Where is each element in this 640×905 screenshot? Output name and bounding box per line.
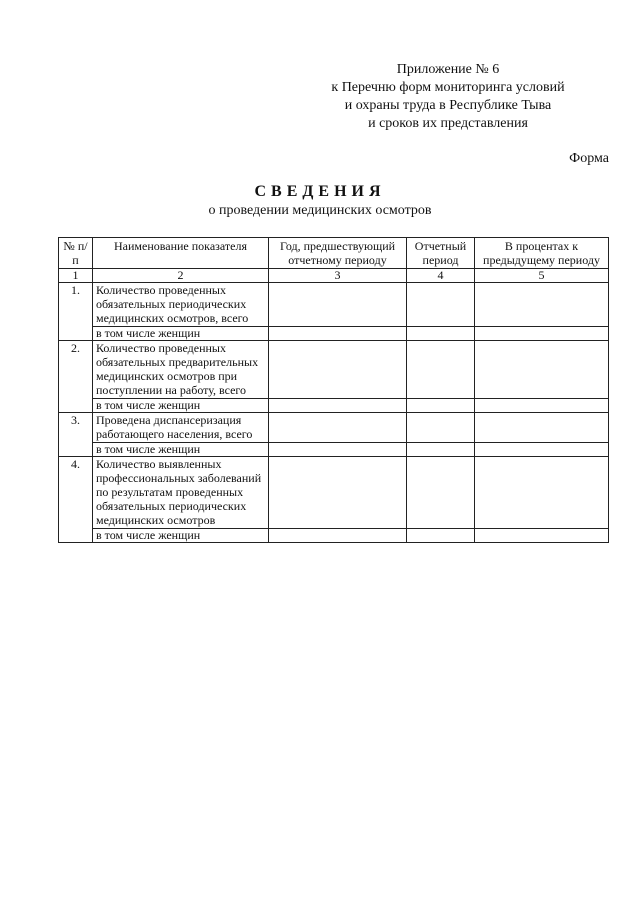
value-cell-prev[interactable] [269,399,407,413]
value-cell-prev[interactable] [269,443,407,457]
appendix-line-3: и охраны труда в Республике Тыва [344,98,552,113]
table-subrow [59,443,609,457]
value-cell-current[interactable] [407,399,475,413]
value-cell-current[interactable] [407,341,475,399]
document-subtitle: о проведении медицинских осмотров [208,203,432,218]
indicator-name: Количество проведенных обязательных предварительных медицинских осмотров при поступлении на работу, всего [93,341,269,399]
value-cell-prev[interactable] [269,457,407,529]
column-index: 5 [475,269,609,283]
column-index: 4 [407,269,475,283]
table-row [59,457,609,529]
value-cell-current[interactable] [407,283,475,327]
value-cell-percent[interactable] [475,341,609,399]
indicator-name: Проведена диспансеризация работающего населения, всего [93,413,269,443]
header-current-period: Отчетный период [407,238,475,269]
table-row [59,341,609,399]
value-cell-current[interactable] [407,457,475,529]
table-subrow [59,327,609,341]
value-cell-percent[interactable] [475,283,609,327]
value-cell-percent[interactable] [475,529,609,543]
indicator-name: Количество проведенных обязательных периодических медицинских осмотров, всего [93,283,269,327]
value-cell-percent[interactable] [475,399,609,413]
header-name: Наименование показателя [93,238,269,269]
appendix-line-1: Приложение № 6 [396,62,500,77]
header-prev-year: Год, предшествующий отчетному периоду [269,238,407,269]
indicator-subname: в том числе женщин [93,399,269,413]
value-cell-current[interactable] [407,327,475,341]
indicator-subname: в том числе женщин [93,443,269,457]
header-percent: В процентах к предыдущему периоду [475,238,609,269]
table-subrow [59,529,609,543]
value-cell-prev[interactable] [269,529,407,543]
header-num: № п/п [59,238,93,269]
appendix-line-2: к Перечню форм мониторинга условий [331,80,565,95]
row-number: 2. [59,341,93,413]
value-cell-prev[interactable] [269,413,407,443]
appendix-line-4: и сроков их представления [368,116,528,131]
value-cell-percent[interactable] [475,413,609,443]
table-row [59,413,609,443]
medical-exams-table [58,237,609,543]
value-cell-percent[interactable] [475,327,609,341]
table-header-row [59,238,609,269]
indicator-subname: в том числе женщин [93,327,269,341]
form-label: Форма [569,151,609,166]
value-cell-current[interactable] [407,529,475,543]
column-index: 3 [269,269,407,283]
row-number: 1. [59,283,93,341]
value-cell-prev[interactable] [269,283,407,327]
indicator-name: Количество выявленных профессиональных заболеваний по результатам проведенных обязательных периодических медицинских осмотров [93,457,269,529]
table-subrow [59,399,609,413]
row-number: 4. [59,457,93,543]
column-index: 1 [59,269,93,283]
value-cell-prev[interactable] [269,327,407,341]
value-cell-percent[interactable] [475,443,609,457]
appendix-block [288,61,608,133]
column-index-row [59,269,609,283]
value-cell-prev[interactable] [269,341,407,399]
column-index: 2 [93,269,269,283]
value-cell-current[interactable] [407,413,475,443]
row-number: 3. [59,413,93,457]
value-cell-current[interactable] [407,443,475,457]
table-row [59,283,609,327]
value-cell-percent[interactable] [475,457,609,529]
indicator-subname: в том числе женщин [93,529,269,543]
document-title: СВЕДЕНИЯ [254,183,386,200]
